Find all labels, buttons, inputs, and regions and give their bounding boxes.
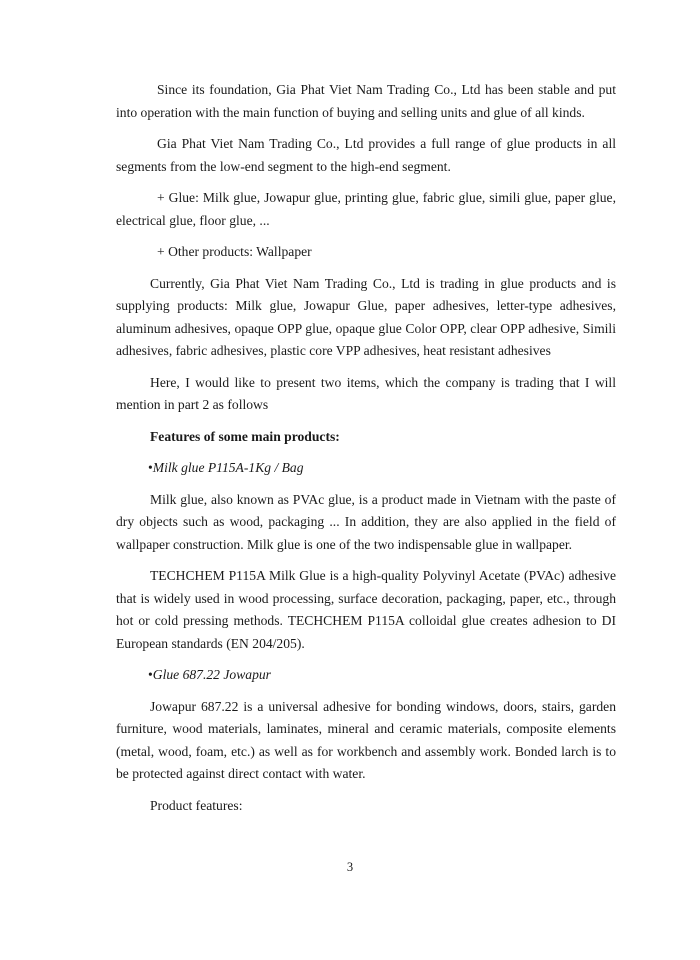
bullet-icon: • <box>148 460 153 475</box>
intro-paragraph: Since its foundation, Gia Phat Viet Nam Trading Co., Ltd has been stable and put into operation with the main function of buying and selling units and glue of all kinds. <box>116 82 616 120</box>
jowapur-description: Jowapur 687.22 is a universal adhesive for bonding windows, doors, stairs, garden furniture, wood materials, laminates, mineral and ceramic materials, composite elements (metal, wood, foam, etc.) as well as for workbench and assembly work. Bonded larch is to be protected against direct contact with water. <box>116 698 616 781</box>
page-content <box>116 79 616 826</box>
page-number: 3 <box>346 860 354 874</box>
glue-list-paragraph: + Glue: Milk glue, Jowapur glue, printing glue, fabric glue, simili glue, paper glue, electrical glue, floor glue, ... <box>116 190 616 228</box>
milk-glue-title: Milk glue P115A-1Kg / Bag <box>152 460 304 475</box>
milk-glue-description: Milk glue, also known as PVAc glue, is a product made in Vietnam with the paste of dry objects such as wood, packaging ... In addition, they are also applied in the field of wallpaper construction. Milk glue is one of the two indispensable glue in wallpaper. <box>116 491 616 552</box>
product-features-label: Product features: <box>150 797 243 813</box>
range-paragraph: Gia Phat Viet Nam Trading Co., Ltd provides a full range of glue products in all segments from the low-end segment to the high-end segment. <box>116 136 616 174</box>
jowapur-bullet <box>116 664 616 687</box>
bullet-icon: • <box>148 667 153 682</box>
currently-paragraph: Currently, Gia Phat Viet Nam Trading Co., Ltd is trading in glue products and is supplying products: Milk glue, Jowapur Glue, paper adhesives, letter-type adhesives, aluminum adhesives, opaque OPP glue, opaque glue Color OPP, clear OPP adhesive, Simili adhesives, fabric adhesives, plastic core VPP adhesives, heat resistant adhesives <box>116 275 616 358</box>
jowapur-title: Glue 687.22 Jowapur <box>152 667 271 682</box>
milk-glue-bullet <box>116 457 616 480</box>
features-heading: Features of some main products: <box>150 428 340 444</box>
other-products-paragraph: + Other products: Wallpaper <box>157 244 312 259</box>
techchem-description: TECHCHEM P115A Milk Glue is a high-quality Polyvinyl Acetate (PVAc) adhesive that is widely used in wood processing, surface decoration, packaging, paper, etc., through hot or cold pressing methods. TECHCHEM P115A colloidal glue creates adhesion to DI European standards (EN 204/205). <box>116 568 616 651</box>
present-paragraph: Here, I would like to present two items, which the company is trading that I will mention in part 2 as follows <box>116 374 616 412</box>
